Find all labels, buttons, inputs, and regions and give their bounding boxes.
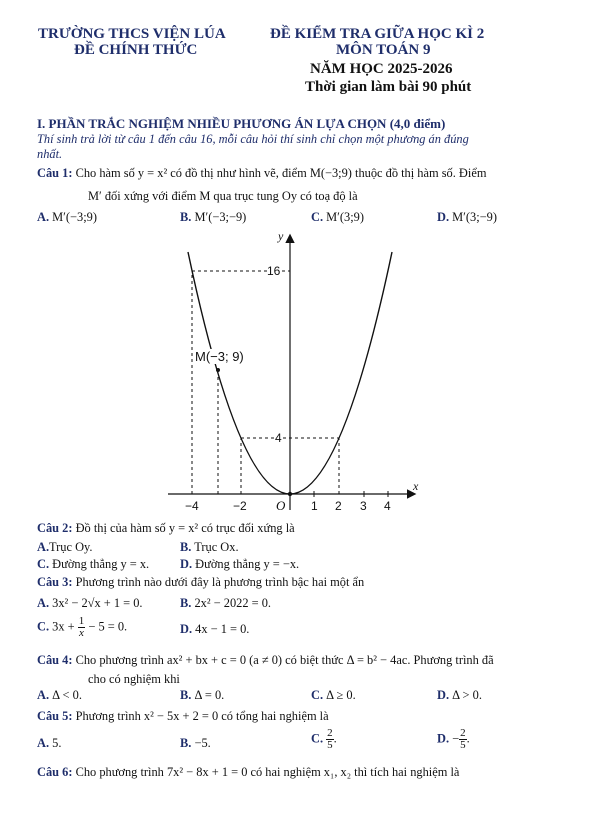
q3-option-d[interactable]: D. 4x − 1 = 0.: [180, 622, 250, 636]
x-tick-2: 2: [335, 499, 342, 513]
section-instruction-line2: nhất.: [37, 147, 63, 161]
q1-option-a[interactable]: A. M′(−3;9): [37, 210, 97, 224]
question-text: Cho hàm số y = x² có đồ thị như hình vẽ, điểm M(−3;9) thuộc đồ thị hàm số. Điểm: [75, 166, 487, 180]
q5-option-c[interactable]: C. $\frac{2}{5}$ .: [311, 727, 337, 751]
question-4-line2: cho có nghiệm khi: [88, 672, 180, 686]
question-4: Câu 4: Cho phương trình ax² + bx + c = 0 (a ≠ 0) có biệt thức Δ = b² − 4ac. Phương trình đã: [37, 653, 494, 667]
q1-option-c[interactable]: C. M′(3;9): [311, 210, 364, 224]
question-label: Câu 1:: [37, 166, 73, 180]
exam-time: Thời gian làm bài 90 phút: [305, 79, 472, 95]
subject-title: MÔN TOÁN 9: [336, 42, 431, 58]
y-tick-16: 16: [267, 264, 281, 278]
q5-option-d[interactable]: D. − $\frac{2}{5}$ .: [437, 727, 470, 751]
x-tick-1: 1: [311, 499, 318, 513]
x-tick-neg4: −4: [185, 499, 199, 513]
origin-label: O: [276, 498, 286, 513]
x-tick-3: 3: [360, 499, 367, 513]
q3-option-c[interactable]: C. 3x + $\frac{1}{x}$ − 5 = 0.: [37, 615, 128, 639]
question-3: Câu 3: Phương trình nào dưới đây là phương trình bậc hai một ẩn: [37, 575, 365, 589]
origin-point: [288, 492, 292, 496]
question-1-line2: M′ đối xứng với điểm M qua trục tung Oy có toạ độ là: [88, 189, 358, 203]
section-title: I. PHẦN TRẮC NGHIỆM NHIỀU PHƯƠNG ÁN LỰA CHỌN (4,0 điểm): [37, 116, 446, 131]
q4-option-c[interactable]: C. Δ ≥ 0.: [311, 688, 356, 702]
q2-option-a[interactable]: A.Trục Oy.: [37, 540, 93, 554]
exam-title: ĐỀ KIỂM TRA GIỮA HỌC KÌ 2: [270, 26, 485, 42]
x-axis-label: x: [413, 479, 419, 493]
x-tick-neg2: −2: [233, 499, 247, 513]
question-2: Câu 2: Đồ thị của hàm số y = x² có trục đối xứng là: [37, 521, 295, 535]
q5-option-b[interactable]: B. −5.: [180, 736, 211, 750]
question-6: Câu 6: Cho phương trình 7x² − 8x + 1 = 0 có hai nghiệm x₁, x₂ thì tích hai nghiệm là: [37, 765, 460, 779]
y-tick-4: 4: [275, 431, 282, 445]
q2-option-d[interactable]: D. Đường thẳng y = −x.: [180, 557, 300, 571]
school-name: TRƯỜNG THCS VIỆN LÚA: [38, 26, 226, 42]
q4-option-a[interactable]: A. Δ < 0.: [37, 688, 82, 702]
q4-option-b[interactable]: B. Δ = 0.: [180, 688, 225, 702]
q4-option-d[interactable]: D. Δ > 0.: [437, 688, 482, 702]
q2-option-b[interactable]: B. Trục Ox.: [180, 540, 239, 554]
q2-option-c[interactable]: C. Đường thẳng y = x.: [37, 557, 150, 571]
point-m-label: M(−3; 9): [195, 349, 244, 364]
q1-option-b[interactable]: B. M′(−3;−9): [180, 210, 247, 224]
y-axis-label: y: [278, 229, 284, 243]
school-year: NĂM HỌC 2025-2026: [310, 61, 453, 77]
x-tick-4: 4: [384, 499, 391, 513]
point-m: [216, 368, 220, 372]
q3-option-a[interactable]: A. 3x² − 2√x + 1 = 0.: [37, 596, 143, 610]
q1-option-d[interactable]: D. M′(3;−9): [437, 210, 497, 224]
official-label: ĐỀ CHÍNH THỨC: [74, 42, 198, 58]
question-5: Câu 5: Phương trình x² − 5x + 2 = 0 có tổng hai nghiệm là: [37, 709, 329, 723]
q5-option-a[interactable]: A. 5.: [37, 736, 62, 750]
section-instruction-line1: Thí sinh trả lời từ câu 1 đến câu 16, mỗi câu hỏi thí sinh chỉ chọn một phương án đúng: [37, 132, 469, 146]
q3-option-b[interactable]: B. 2x² − 2022 = 0.: [180, 596, 272, 610]
